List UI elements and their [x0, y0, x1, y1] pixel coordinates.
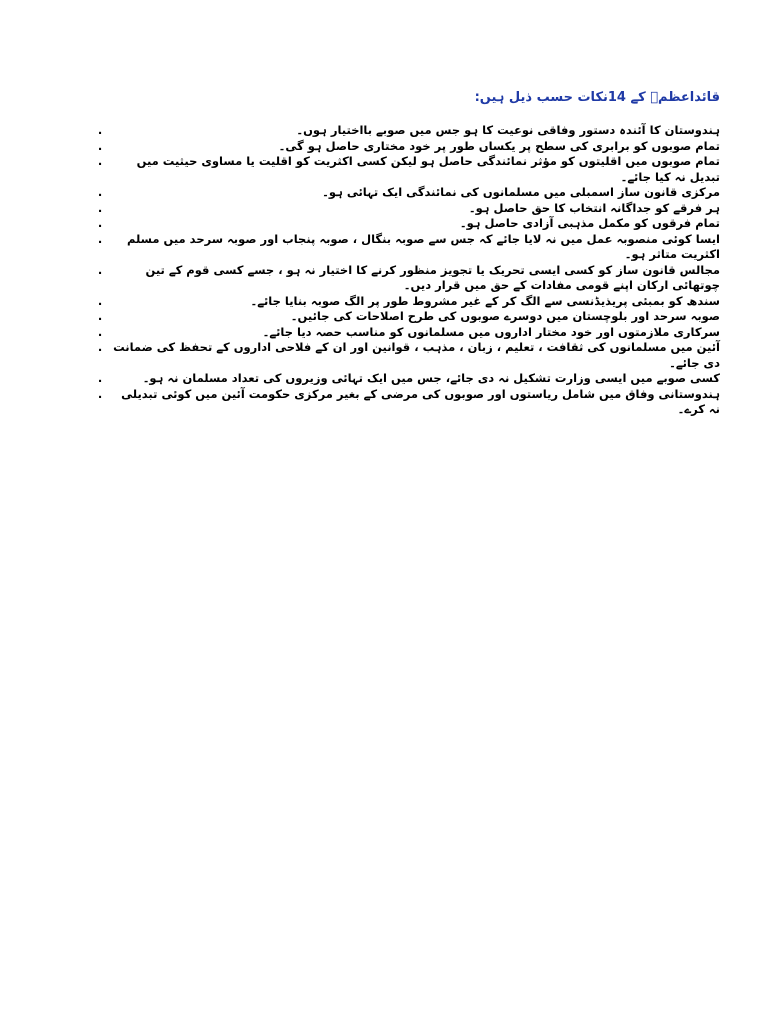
- point-text: ہندوستانی وفاق میں شامل ریاستوں اور صوبوں کی مرضی کے بغیر مرکزی حکومت آئین میں کوئی تبدیلی نہ کرے۔: [121, 386, 720, 416]
- bullet-marker: .: [97, 138, 103, 153]
- list-item: [90, 154, 720, 185]
- bullet-marker: .: [97, 309, 103, 323]
- list-item: [90, 216, 720, 232]
- list-item: [90, 309, 720, 325]
- bullet-marker: .: [97, 293, 103, 308]
- point-text: ایسا کوئی منصوبہ عمل میں نہ لایا جائے کہ جس سے صوبہ بنگال ، صوبہ پنجاب اور صوبہ سرحد میں مسلم اکثریت متاثر ہو۔: [126, 231, 720, 261]
- bullet-marker: .: [97, 216, 103, 230]
- bullet-marker: .: [97, 123, 103, 137]
- point-text: مجالس قانون ساز کو کسی ایسی تحریک یا تجویز منظور کرنے کا اختیار نہ ہو ، جسے کسی قوم کے تین چوتھائی ارکان اپنے قومی مفادات کے حق میں قرار دیں۔: [145, 262, 720, 292]
- point-text: سرکاری ملازمتوں اور خود مختار اداروں میں مسلمانوں کو مناسب حصہ دیا جائے۔: [262, 324, 720, 339]
- point-text: مرکزی قانون ساز اسمبلی میں مسلمانوں کی نمائندگی ایک تہائی ہو۔: [322, 185, 720, 199]
- point-text: صوبہ سرحد اور بلوچستان میں دوسرے صوبوں کی طرح اصلاحات کی جائیں۔: [290, 309, 720, 323]
- point-text: تمام فرقوں کو مکمل مذہبی آزادی حاصل ہو۔: [459, 216, 720, 230]
- bullet-marker: .: [97, 262, 103, 277]
- point-text: تمام صوبوں کو برابری کی سطح پر یکساں طور پر خود مختاری حاصل ہو گی۔: [278, 138, 720, 153]
- point-text: آئین میں مسلمانوں کی ثقافت ، تعلیم ، زبان ، مذہب ، قوانین اور ان کے فلاحی اداروں کے تحفظ کی ضمانت دی جائے۔: [113, 340, 720, 370]
- bullet-marker: .: [97, 340, 103, 354]
- list-item: [90, 139, 720, 155]
- point-text: سندھ کو بمبئی پریذیڈنسی سے الگ کر کے غیر مشروط طور پر الگ صوبہ بنایا جائے۔: [250, 293, 720, 308]
- list-item: [90, 340, 720, 371]
- document-heading: قائداعظمؒ کے 14نکات حسب ذیل ہیں:: [474, 90, 720, 105]
- bullet-marker: .: [97, 371, 103, 385]
- bullet-marker: .: [97, 154, 103, 168]
- point-text: تمام صوبوں میں اقلیتوں کو مؤثر نمائندگی حاصل ہو لیکن کسی اکثریت کو اقلیت یا مساوی حیثیت میں تبدیل نہ کیا جائے۔: [136, 154, 720, 184]
- list-item: [90, 232, 720, 263]
- document-page: [90, 88, 720, 418]
- bullet-marker: .: [97, 200, 103, 215]
- bullet-marker: .: [97, 185, 103, 199]
- list-item: [90, 263, 720, 294]
- list-item: [90, 185, 720, 201]
- bullet-marker: .: [97, 386, 103, 401]
- list-item: [90, 325, 720, 341]
- points-list: [90, 123, 720, 418]
- point-text: ہندوستان کا آئندہ دستور وفاقی نوعیت کا ہو جس میں صوبے بااختیار ہوں۔: [296, 123, 720, 137]
- list-item: [90, 294, 720, 310]
- list-item: [90, 201, 720, 217]
- list-item: [90, 371, 720, 387]
- list-item: [90, 123, 720, 139]
- bullet-marker: .: [97, 231, 103, 246]
- bullet-marker: .: [97, 324, 103, 339]
- list-item: [90, 387, 720, 418]
- point-text: ہر فرقے کو جداگانہ انتخاب کا حق حاصل ہو۔: [468, 200, 720, 215]
- point-text: کسی صوبے میں ایسی وزارت تشکیل نہ دی جائے، جس میں ایک تہائی وزیروں کی تعداد مسلمان نہ ہو۔: [142, 371, 720, 385]
